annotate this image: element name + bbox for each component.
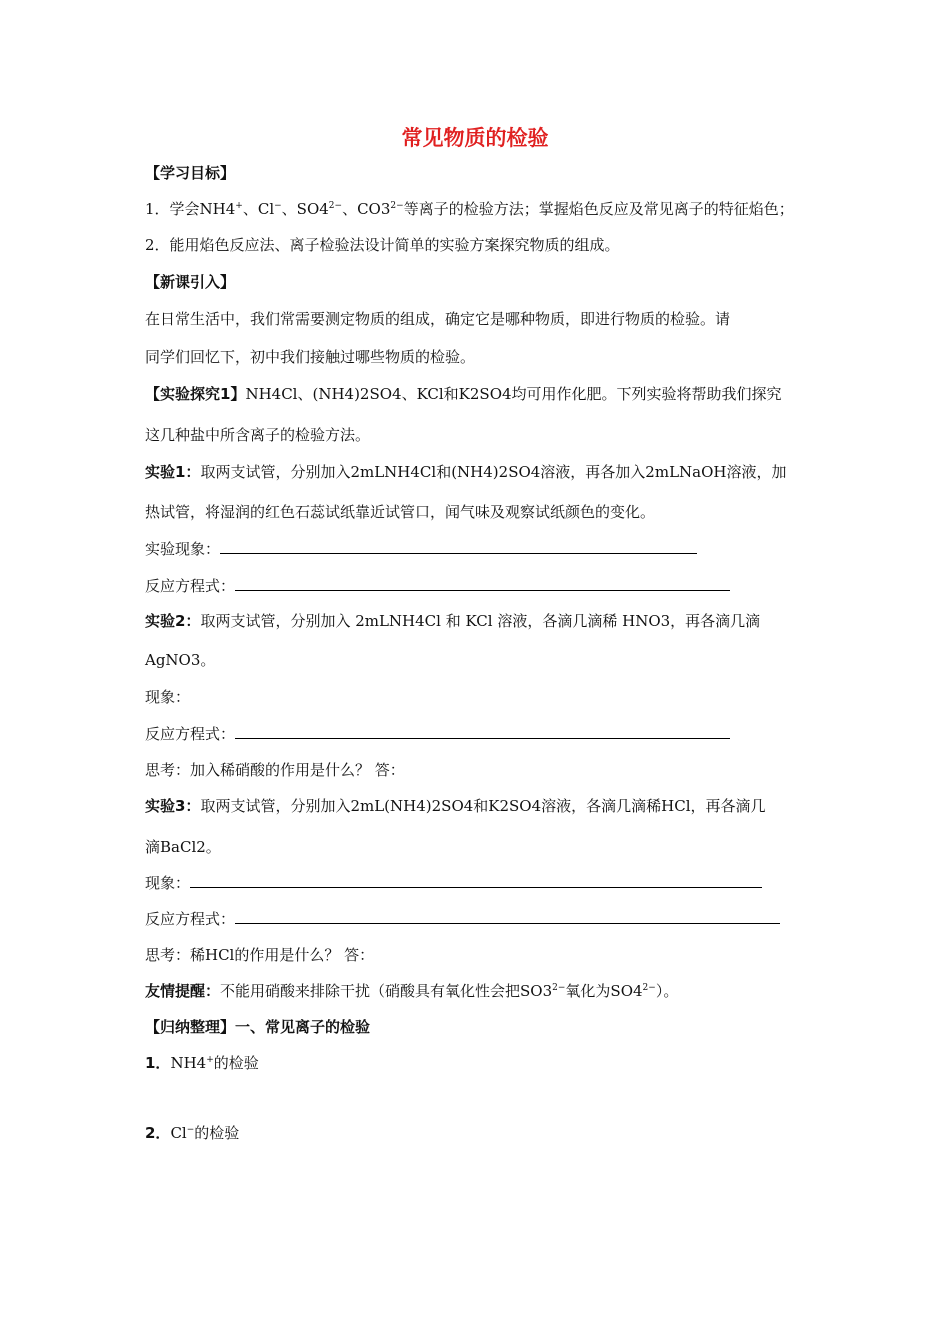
exp1-label: 实验1： xyxy=(145,463,201,481)
exp3-phenomenon: 现象： xyxy=(145,872,762,894)
reminder-line: 友情提醒：不能用硝酸来排除干扰（硝酸具有氧化性会把$SO3^{2-}$氧化为$SO4^{2-}$）。 xyxy=(145,982,679,1000)
exp1-equation: 反应方程式： xyxy=(145,575,730,597)
exp3-equation-blank[interactable] xyxy=(235,909,780,924)
exp2-equation: 反应方程式： xyxy=(145,723,730,745)
exp3-equation: 反应方程式： xyxy=(145,908,780,930)
exp1-equation-blank[interactable] xyxy=(235,576,730,591)
exp3-phenomenon-blank[interactable] xyxy=(190,873,762,888)
exp1-phenomenon-blank[interactable] xyxy=(220,539,697,554)
exp3-label: 实验3： xyxy=(145,797,201,815)
exp1-line-2: 热试管，将湿润的红色石蕊试纸靠近试管口，闻气味及观察试纸颜色的变化。 xyxy=(145,503,656,521)
goal-item-2: 2．能用焰色反应法、离子检验法设计简单的实验方案探究物质的组成。 xyxy=(145,236,620,254)
exp2-phenomenon: 现象： xyxy=(145,688,191,706)
explore-label: 【实验探究1】 xyxy=(145,385,246,403)
summary-item-2: 2．Cl−的检验 xyxy=(145,1124,240,1142)
summary-item-1: 1．NH4+的检验 xyxy=(145,1054,259,1072)
explore-line-2: 这几种盐中所含离子的检验方法。 xyxy=(145,426,371,444)
exp1-line-1: 实验1：取两支试管，分别加入2mLNH4Cl和(NH4)2SO4溶液，再各加入2mLNaOH溶液，加 xyxy=(145,463,787,481)
intro-line-2: 同学们回忆下，初中我们接触过哪些物质的检验。 xyxy=(145,348,476,366)
exp3-line-2: 滴BaCl2。 xyxy=(145,838,221,856)
exp2-line-1: 实验2：取两支试管，分别加入 2mLNH4Cl 和 KCl 溶液，各滴几滴稀 HNO3，再各滴几滴 xyxy=(145,612,761,630)
exp2-line-2: AgNO3。 xyxy=(145,651,216,669)
intro-heading: 【新课引入】 xyxy=(145,273,236,291)
exp1-phenomenon: 实验现象： xyxy=(145,538,697,560)
reminder-label: 友情提醒： xyxy=(145,982,221,1000)
exp2-equation-blank[interactable] xyxy=(235,724,730,739)
explore-line-1: 【实验探究1】NH4Cl、(NH4)2SO4、KCl和K2SO4均可用作化肥。下列实验将帮助我们探究 xyxy=(145,385,782,403)
exp2-think: 思考：加入稀硝酸的作用是什么？ 答： xyxy=(145,761,405,779)
page-title: 常见物质的检验 xyxy=(401,126,549,150)
summary-heading: 【归纳整理】一、常见离子的检验 xyxy=(145,1018,371,1036)
exp3-line-1: 实验3：取两支试管，分别加入2mL(NH4)2SO4和K2SO4溶液，各滴几滴稀HCl，再各滴几 xyxy=(145,797,766,815)
exp2-label: 实验2： xyxy=(145,612,201,630)
goals-heading: 【学习目标】 xyxy=(145,164,236,182)
exp3-think: 思考：稀HCl的作用是什么？ 答： xyxy=(145,946,375,964)
intro-line-1: 在日常生活中，我们常需要测定物质的组成，确定它是哪种物质，即进行物质的检验。请 xyxy=(145,310,731,328)
goal-item-1: 1．学会NH4+、Cl−、$SO4^{2-}$、$CO3^{2-}$等离子的检验方法；掌握焰色反应及常见离子的特征焰色； xyxy=(145,200,794,218)
